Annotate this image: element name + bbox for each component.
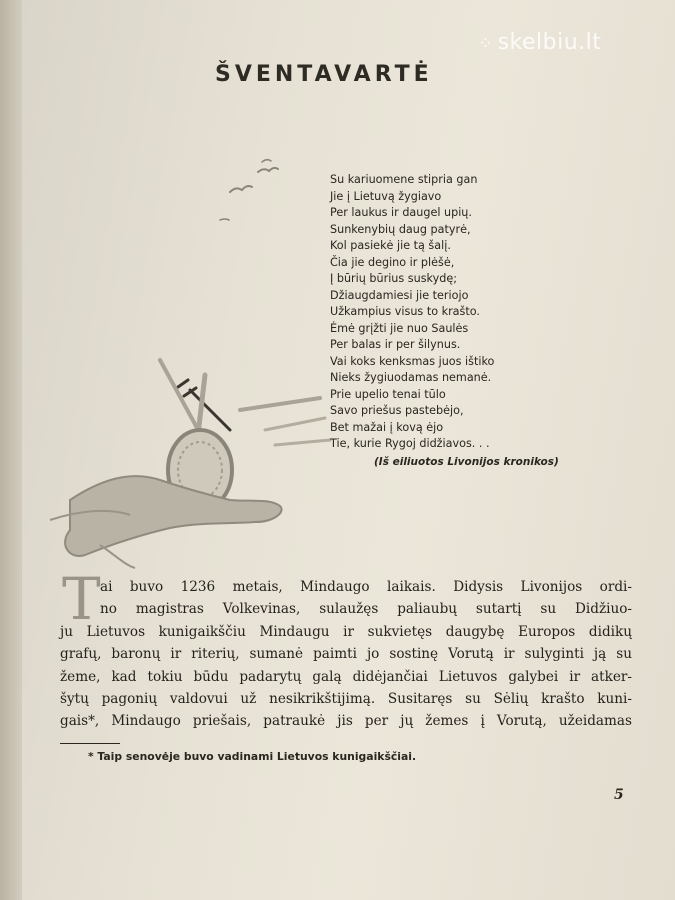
prose-line: no magistras Volkevinas, sulaužęs paliaubų sutartį su Didžiuo- (100, 601, 632, 618)
prose-line: ju Lietuvos kunigaikščiu Mindaugu ir sukvietęs daugybę Europos didikų (60, 623, 632, 640)
prose-line: žeme, kad tokiu būdu padarytų galą didėjančiai Lietuvos galybei ir atker- (60, 668, 632, 685)
poem-line: Vai koks kenksmas juos ištiko (330, 354, 495, 368)
poem-source: (Iš eiliuotos Livonijos kronikos) (374, 456, 559, 468)
poem-line: Tie, kurie Rygoj didžiavos. . . (330, 437, 490, 450)
poem-line: Su kariuomene stipria gan (330, 173, 478, 186)
sword-icon (240, 398, 320, 410)
bird-icon (220, 219, 229, 220)
watermark-text: skelbiu.lt (497, 30, 602, 55)
prose-line: grafų, baronų ir riterių, sumanė paimti jo sostinę Vorutą ir sulyginti ją su (60, 646, 632, 663)
poem-line: Per balas ir per šilynus. (330, 338, 461, 351)
poem-line: Nieks žygiuodamas nemanė. (330, 371, 492, 384)
sword-icon (275, 440, 330, 445)
fallen-warrior-icon (65, 476, 281, 556)
page-number: 5 (614, 787, 624, 803)
drop-cap: T (62, 565, 101, 633)
prose-line: šytų pagonių valdovui už nesikrikštijimą. Susitaręs su Sėlių krašto kuni- (60, 691, 632, 708)
watermark (478, 30, 601, 55)
poem-line: Užkampius visus to krašto. (330, 305, 480, 318)
poem-line: Čia jie degino ir plėšė, (330, 255, 455, 269)
battle-illustration (40, 150, 340, 570)
bird-icon (258, 168, 278, 172)
poem-line: Džiaugdamiesi jie teriojo (330, 288, 469, 302)
poem-line: Prie upelio tenai tūlo (330, 387, 446, 401)
poem-line: Kol pasiekė jie tą šalį. (330, 239, 451, 252)
footnote-rule (60, 743, 120, 744)
prose-line: gais*, Mindaugo priešais, patraukė jis per jų žemes į Vorutą, užeidamas (60, 713, 632, 730)
page-edge (0, 0, 22, 900)
sword-icon (265, 418, 325, 430)
footnote: * Taip senovėje buvo vadinami Lietuvos kunigaikščiai. (88, 750, 417, 763)
poem-line: Ėmė grįžti jie nuo Saulės (330, 321, 469, 335)
poem-line: Per laukus ir daugel upių. (330, 206, 472, 219)
poem-line: Jie į Lietuvą žygiavo (330, 189, 442, 203)
page-title: ŠVENTAVARTĖ (215, 62, 433, 87)
poem-line: Savo priešus pastebėjo, (330, 404, 464, 417)
poem (330, 172, 494, 453)
poem-line: Sunkenybių daug patyrė, (330, 222, 471, 236)
prose-paragraph-cont (60, 621, 632, 733)
bird-icon (230, 186, 252, 192)
prose-line: ai buvo 1236 metais, Mindaugo laikais. Didysis Livonijos ordi- (100, 579, 632, 595)
prose-paragraph (100, 576, 632, 621)
poem-line: Į būrių būrius suskydę; (330, 272, 457, 285)
bird-icon (262, 160, 271, 162)
watermark-dots-icon: ⁘ (478, 33, 494, 54)
poem-line: Bet mažai į kovą ėjo (330, 420, 444, 434)
